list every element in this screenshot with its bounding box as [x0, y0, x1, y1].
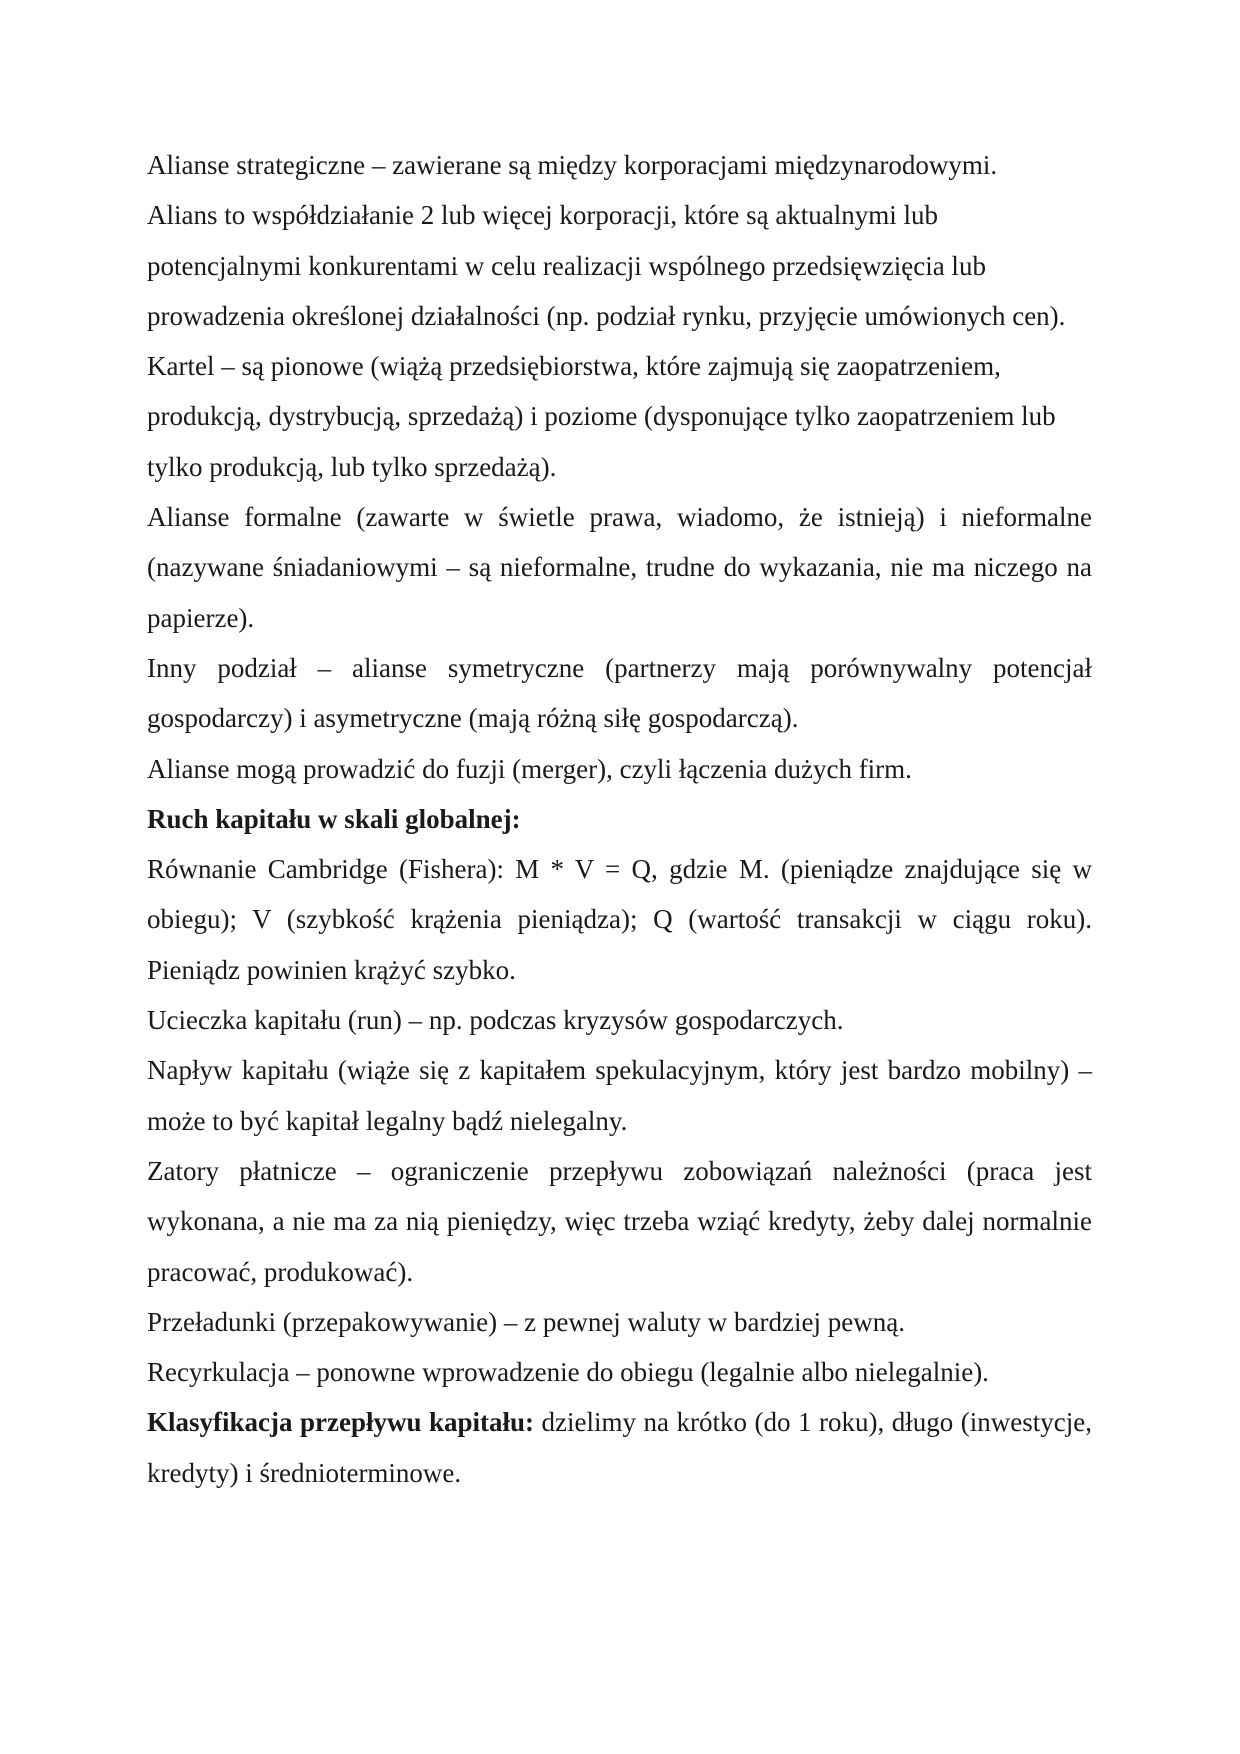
paragraph-klasyfikacja	[147, 1397, 1092, 1498]
paragraph-fuzje: Alianse mogą prowadzić do fuzji (merger), czyli łączenia dużych firm.	[147, 753, 912, 784]
document-page	[147, 140, 1092, 1498]
section-heading-capital: Ruch kapitału w skali globalnej:	[147, 803, 521, 834]
paragraph-kartel: Kartel – są pionowe (wiążą przedsiębiorstwa, które zajmują się zaopatrzeniem, produkcją, dystrybucją, sprzedażą) i poziome (dysponujące tylko zaopatrzeniem lub tylko produkcją, lub tylko sprzedażą).	[147, 351, 1056, 482]
paragraph-rownanie-cambridge: Równanie Cambridge (Fishera): M * V = Q, gdzie M. (pieniądze znajdujące się w obiegu); V (szybkość krążenia pieniądza); Q (wartość transakcji w ciągu roku). Pieniądz powinien krążyć szybko.	[147, 854, 1092, 985]
paragraph-ucieczka-kapitalu: Ucieczka kapitału (run) – np. podczas kryzysów gospodarczych.	[147, 1005, 844, 1036]
paragraph-zatory-platnicze: Zatory płatnicze – ograniczenie przepływu zobowiązań należności (praca jest wykonana, a nie ma za nią pieniędzy, więc trzeba wziąć kredyty, żeby dalej normalnie pracować, produkować).	[147, 1155, 1092, 1287]
paragraph-inny-podzial: Inny podział – alianse symetryczne (partnerzy mają porównywalny potencjał gospodarczy) i asymetryczne (mają różną siłę gospodarczą).	[147, 652, 1092, 734]
paragraph-alianse-strategiczne: Alianse strategiczne – zawierane są między korporacjami międzynarodowymi.	[147, 150, 998, 180]
paragraph-alians-definition: Alians to współdziałanie 2 lub więcej korporacji, które są aktualnymi lub potencjalnymi konkurentami w celu realizacji wspólnego przedsięwzięcia lub prowadzenia określonej działalności (np. podział rynku, przyjęcie umówionych cen).	[147, 200, 1066, 331]
paragraph-naplyw-kapitalu: Napływ kapitału (wiąże się z kapitałem spekulacyjnym, który jest bardzo mobilny) – może to być kapitał legalny bądź nielegalny.	[147, 1055, 1092, 1136]
paragraph-przeladunki: Przeładunki (przepakowywanie) – z pewnej waluty w bardziej pewną.	[147, 1306, 905, 1337]
classification-label: Klasyfikacja przepływu kapitału:	[147, 1407, 535, 1438]
classification-text: dzielimy na krótko (do 1 roku), długo (inwestycje, kredyty) i średnioterminowe.	[147, 1407, 1092, 1488]
paragraph-recyrkulacja: Recyrkulacja – ponowne wprowadzenie do obiegu (legalnie albo nielegalnie).	[147, 1357, 989, 1388]
paragraph-alianse-formalne: Alianse formalne (zawarte w świetle prawa, wiadomo, że istnieją) i nieformalne (nazywane śniadaniowymi – są nieformalne, trudne do wykazania, nie ma niczego na papierze).	[147, 502, 1092, 633]
